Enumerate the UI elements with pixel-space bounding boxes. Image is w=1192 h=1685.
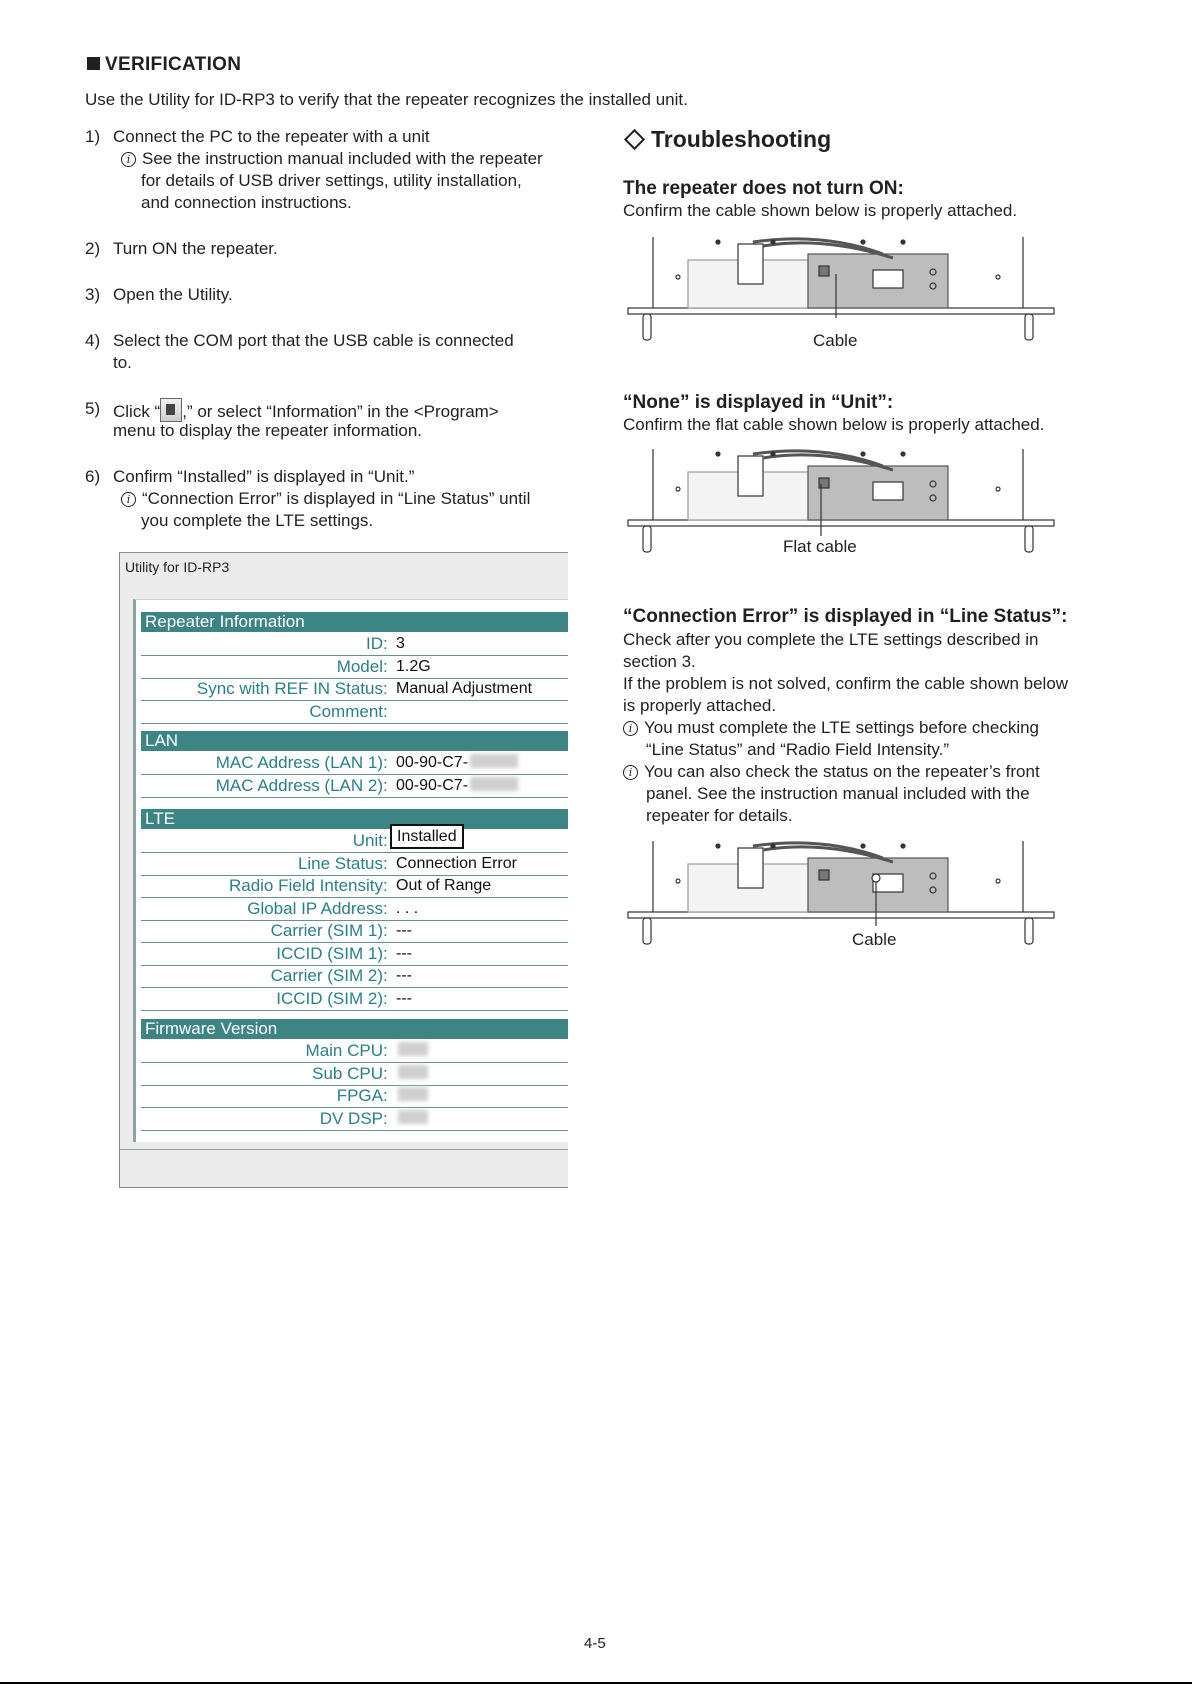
- trouble-note-line: “Line Status” and “Radio Field Intensity.”: [646, 740, 949, 759]
- info-row-repeater: [141, 633, 568, 656]
- info-row-value: [396, 1109, 428, 1129]
- trouble-note-line: panel. See the instruction manual included with the: [646, 784, 1030, 803]
- info-row-value: [396, 776, 518, 796]
- info-row-colon: :: [383, 921, 388, 940]
- info-row-value: [396, 657, 431, 677]
- info-row-label: ICCID (SIM 2): [276, 988, 383, 1008]
- info-row-value-text: . . .: [396, 899, 419, 917]
- page-bottom-rule: [0, 1682, 1192, 1684]
- info-row-value: [396, 679, 532, 699]
- info-row-value: [396, 753, 518, 773]
- trouble-text: If the problem is not solved, confirm the cable shown below: [623, 674, 1069, 693]
- trouble-heading: “None” is displayed in “Unit”:: [623, 392, 894, 413]
- info-row-value-text: Out of Range: [396, 877, 492, 894]
- info-row-colon: :: [383, 876, 388, 895]
- step-note-line: and connection instructions.: [141, 193, 352, 212]
- info-row-value-text: 3: [396, 635, 405, 652]
- info-row-value: [396, 1064, 428, 1084]
- illustration-caption: Cable: [852, 930, 897, 949]
- info-row-value: [396, 899, 418, 919]
- window-title: Utility for ID-RP3: [125, 559, 230, 575]
- info-row-colon: :: [383, 966, 388, 985]
- info-row-value-text: ---: [396, 967, 412, 984]
- square-bullet-icon: [87, 57, 100, 70]
- step-number: 1): [85, 127, 101, 146]
- step-number: 2): [85, 239, 101, 258]
- step-text: Confirm “Installed” is displayed in “Unit.”: [113, 467, 415, 486]
- info-row-label: Carrier (SIM 2): [270, 966, 383, 985]
- info-row-lte: [141, 943, 568, 966]
- step-number: 3): [85, 285, 101, 304]
- section-repeater-information: Repeater Information: [141, 612, 568, 632]
- section-lan: LAN: [141, 731, 568, 751]
- illustration-caption: Cable: [813, 331, 858, 350]
- info-row-value: [396, 854, 517, 874]
- info-row-value: [396, 876, 491, 896]
- info-row-colon: :: [383, 1041, 388, 1060]
- info-row-label: Sub CPU: [312, 1063, 383, 1083]
- info-row-lte: [141, 988, 568, 1011]
- utility-window-screenshot: [119, 552, 568, 1188]
- info-icon: i: [121, 152, 136, 167]
- info-row-label: Unit: [352, 831, 383, 850]
- blurred-value: [398, 1110, 428, 1124]
- info-row-colon: :: [383, 701, 388, 721]
- info-row-value-text: Connection Error: [396, 854, 517, 872]
- info-row-firmware: [141, 1040, 568, 1063]
- section-lte: LTE: [141, 809, 568, 829]
- info-row-firmware: [141, 1108, 568, 1131]
- information-button-icon: [160, 398, 182, 422]
- info-row-label: ID: [366, 634, 383, 653]
- info-row-label: Model: [336, 656, 383, 676]
- info-row-value-text: ---: [396, 922, 412, 939]
- trouble-heading: The repeater does not turn ON:: [623, 178, 904, 199]
- info-row-lte: [141, 875, 568, 898]
- info-row-label: DV DSP: [319, 1108, 383, 1128]
- info-row-colon: :: [383, 753, 388, 772]
- info-row-colon: :: [383, 853, 388, 873]
- info-row-value-text: 1.2G: [396, 657, 431, 675]
- step-note: i “Connection Error” is displayed in “Line Status” until: [121, 488, 530, 510]
- info-row-colon: :: [383, 679, 388, 698]
- section-firmware-version: Firmware Version: [141, 1019, 568, 1039]
- info-row-label: MAC Address (LAN 2): [215, 775, 383, 795]
- step-note-line: you complete the LTE settings.: [141, 511, 374, 530]
- step-text: Connect the PC to the repeater with a unit: [113, 127, 430, 146]
- info-row-value: [396, 1041, 428, 1061]
- step-text-line: to.: [113, 353, 132, 372]
- info-row-value-text: 00-90-C7-: [396, 754, 469, 771]
- info-row-lte: [141, 853, 568, 876]
- info-row-colon: :: [383, 1063, 388, 1083]
- info-row-lte: [141, 965, 568, 988]
- step-number: 4): [85, 331, 101, 350]
- diamond-icon: [624, 129, 645, 150]
- trouble-text: is properly attached.: [623, 696, 777, 715]
- step-text-line: menu to display the repeater information.: [113, 421, 423, 440]
- section-heading: VERIFICATION: [87, 54, 241, 76]
- info-row-lan: [141, 775, 568, 798]
- info-row-colon: :: [383, 1108, 388, 1128]
- info-row-colon: :: [383, 943, 388, 963]
- trouble-note-line: repeater for details.: [646, 806, 793, 825]
- intro-text: Use the Utility for ID-RP3 to verify that the repeater recognizes the installed unit.: [85, 90, 688, 109]
- info-row-value: [396, 828, 464, 851]
- info-row-label: Carrier (SIM 1): [270, 921, 383, 940]
- illustration-caption: Flat cable: [783, 537, 857, 556]
- info-row-colon: :: [383, 775, 388, 795]
- info-row-colon: :: [383, 634, 388, 653]
- info-row-colon: :: [383, 656, 388, 676]
- info-row-label: Line Status: [297, 853, 383, 873]
- info-row-value: [396, 1086, 428, 1106]
- info-row-label: MAC Address (LAN 1): [215, 753, 383, 772]
- info-row-label: Sync with REF IN Status: [196, 679, 383, 698]
- info-row-repeater: [141, 656, 568, 679]
- step-text: Click “ ,” or select “Information” in the <Program>: [113, 398, 499, 423]
- step-number: 5): [85, 399, 101, 418]
- troubleshooting-title: Troubleshooting: [623, 126, 831, 153]
- blurred-value: [398, 1042, 428, 1056]
- blurred-value: [470, 777, 518, 791]
- info-row-firmware: [141, 1063, 568, 1086]
- info-row-colon: :: [383, 831, 388, 850]
- info-row-value-text: Manual Adjustment: [396, 680, 533, 697]
- info-row-colon: :: [383, 988, 388, 1008]
- info-row-repeater: [141, 701, 568, 724]
- step-text: Turn ON the repeater.: [113, 239, 278, 258]
- info-row-label: Global IP Address: [247, 898, 383, 918]
- info-row-repeater: [141, 678, 568, 701]
- info-row-value: [396, 966, 412, 986]
- trouble-note: i You can also check the status on the repeater’s front: [623, 761, 1040, 783]
- info-row-lte: [141, 830, 568, 853]
- info-row-value-text: ---: [396, 944, 412, 962]
- trouble-text: section 3.: [623, 652, 696, 671]
- highlighted-value: Installed: [390, 824, 464, 849]
- info-row-label: Radio Field Intensity: [228, 876, 383, 895]
- trouble-text: Confirm the cable shown below is properly attached.: [623, 201, 1018, 220]
- blurred-value: [398, 1087, 428, 1101]
- trouble-text: Confirm the flat cable shown below is properly attached.: [623, 415, 1045, 434]
- info-row-lan: [141, 752, 568, 775]
- repeater-cable-illustration: [623, 836, 1063, 956]
- info-row-label: Main CPU: [305, 1041, 383, 1060]
- info-panel: [133, 599, 568, 1142]
- info-row-lte: [141, 920, 568, 943]
- window-divider: [120, 1149, 568, 1150]
- info-row-firmware: [141, 1085, 568, 1108]
- info-row-label: ICCID (SIM 1): [276, 943, 383, 963]
- info-icon: i: [121, 492, 136, 507]
- info-row-colon: :: [383, 1086, 388, 1105]
- blurred-value: [470, 754, 518, 768]
- blurred-value: [398, 1065, 428, 1079]
- step-note: i See the instruction manual included with the repeater: [121, 148, 543, 170]
- info-row-lte: [141, 898, 568, 921]
- trouble-note: i You must complete the LTE settings before checking: [623, 717, 1039, 739]
- step-text: Open the Utility.: [113, 285, 233, 304]
- info-row-value: [396, 989, 412, 1009]
- info-row-value: [396, 944, 412, 964]
- info-icon: i: [623, 765, 638, 780]
- page-number: 4-5: [584, 1635, 606, 1652]
- info-icon: i: [623, 721, 638, 736]
- info-row-label: Comment: [309, 701, 383, 721]
- info-row-value: [396, 921, 412, 941]
- step-number: 6): [85, 467, 101, 486]
- info-row-value: [396, 634, 405, 654]
- info-row-value-text: 00-90-C7-: [396, 776, 469, 794]
- info-row-value-text: ---: [396, 989, 412, 1007]
- trouble-heading: “Connection Error” is displayed in “Line Status”:: [623, 606, 1068, 627]
- trouble-text: Check after you complete the LTE settings described in: [623, 630, 1039, 649]
- info-row-colon: :: [383, 898, 388, 918]
- info-row-label: FPGA: [336, 1086, 383, 1105]
- step-text: Select the COM port that the USB cable is connected: [113, 331, 514, 350]
- repeater-chassis: [628, 237, 1054, 340]
- step-note-line: for details of USB driver settings, utility installation,: [141, 171, 522, 190]
